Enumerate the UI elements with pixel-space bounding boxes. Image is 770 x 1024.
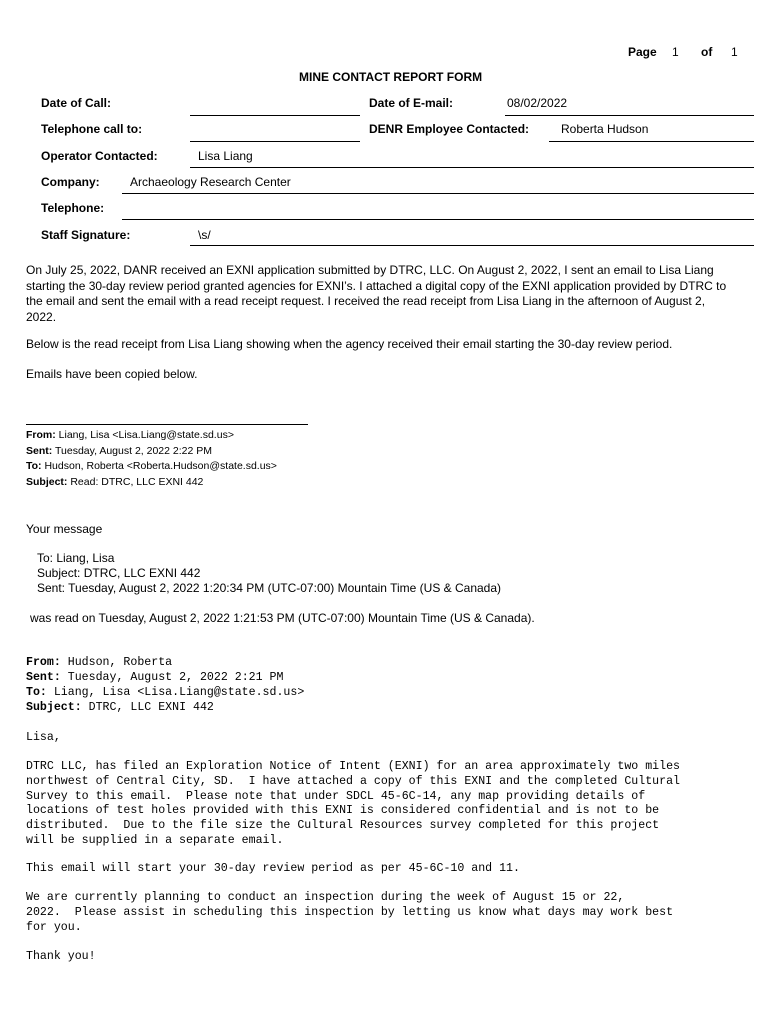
page-of-label: of bbox=[701, 45, 713, 59]
email-paragraph-2: This email will start your 30-day review period as per 45-6C-10 and 11. bbox=[26, 862, 520, 875]
email-to-value: Liang, Lisa <Lisa.Liang@state.sd.us> bbox=[46, 686, 305, 699]
email-from-label: From: bbox=[26, 656, 61, 669]
email-sent bbox=[26, 671, 283, 686]
date-of-email-value: 08/02/2022 bbox=[507, 96, 568, 110]
receipt-your-message: Your message bbox=[26, 522, 103, 536]
email-closing: Thank you! bbox=[26, 950, 96, 963]
email-to bbox=[26, 686, 304, 701]
email-from-value: Hudson, Roberta bbox=[60, 656, 173, 669]
telephone-label: Telephone: bbox=[41, 201, 105, 215]
page-number: 1 bbox=[672, 45, 679, 59]
denr-employee-label: DENR Employee Contacted: bbox=[369, 122, 530, 136]
receipt-to-value: Hudson, Roberta <Roberta.Hudson@state.sd.us> bbox=[44, 460, 277, 472]
operator-line bbox=[190, 167, 754, 168]
receipt-to bbox=[26, 459, 277, 475]
email-subject-label: Subject: bbox=[26, 701, 82, 714]
narrative-paragraph-2: Below is the read receipt from Lisa Liang showing when the agency received their email starting the 30-day review period. bbox=[26, 337, 673, 351]
receipt-sent-value: Tuesday, August 2, 2022 2:22 PM bbox=[54, 445, 213, 457]
telephone-call-to-label: Telephone call to: bbox=[41, 122, 143, 136]
date-of-email-line bbox=[505, 115, 754, 116]
narrative-paragraph-3: Emails have been copied below. bbox=[26, 367, 198, 381]
email-subject bbox=[26, 701, 214, 716]
email-paragraph-3: We are currently planning to conduct an inspection during the week of August 15 or 22, 2022. Please assist in scheduling this inspection by letting us know what days may work best for you. bbox=[26, 891, 674, 934]
signature-line bbox=[190, 245, 754, 246]
receipt-to-label: To: bbox=[26, 460, 42, 472]
date-of-call-label: Date of Call: bbox=[41, 96, 112, 110]
email-separator bbox=[26, 424, 308, 425]
date-of-call-line bbox=[190, 115, 360, 116]
email-from bbox=[26, 656, 172, 671]
receipt-from bbox=[26, 428, 234, 444]
receipt-subject-value: Read: DTRC, LLC EXNI 442 bbox=[70, 476, 204, 488]
receipt-subject-label: Subject: bbox=[26, 476, 68, 488]
narrative-paragraph-1: On July 25, 2022, DANR received an EXNI application submitted by DTRC, LLC. On August 2, 2022, I sent an email to Lisa Liang starting the 30-day review period granted agencies for EXNI’s. I attached a digital copy of the EXNI application provided by DTRC to the email and sent the email with a read receipt request. I received the read receipt from Lisa Liang in the afternoon of August 2, 2022. bbox=[26, 263, 727, 324]
denr-employee-value: Roberta Hudson bbox=[561, 122, 649, 136]
email-subject-value: DTRC, LLC EXNI 442 bbox=[81, 701, 214, 714]
date-of-email-label: Date of E-mail: bbox=[369, 96, 454, 110]
receipt-from-value: Liang, Lisa <Lisa.Liang@state.sd.us> bbox=[58, 429, 234, 441]
email-greeting: Lisa, bbox=[26, 731, 61, 744]
company-value: Archaeology Research Center bbox=[130, 175, 291, 189]
company-line bbox=[122, 193, 754, 194]
email-paragraph-1: DTRC LLC, has filed an Exploration Notice of Intent (EXNI) for an area approximately two miles northwest of Central City, SD. I have attached a copy of this EXNI and the completed Cultural Survey to this email. Please note that under SDCL 45-6C-14, any map providing details of locations of test holes provided with this EXNI is considered confidential and is not to be distributed. Due to the file size the Cultural Resources survey completed for this project will be supplied in a separate email. bbox=[26, 760, 680, 847]
form-title: MINE CONTACT REPORT FORM bbox=[299, 70, 483, 84]
receipt-sent-line: Sent: Tuesday, August 2, 2022 1:20:34 PM (UTC-07:00) Mountain Time (US & Canada) bbox=[37, 581, 502, 595]
email-sent-label: Sent: bbox=[26, 671, 61, 684]
receipt-subject bbox=[26, 475, 203, 491]
operator-value: Lisa Liang bbox=[198, 149, 253, 163]
receipt-subject-line: Subject: DTRC, LLC EXNI 442 bbox=[37, 566, 201, 580]
signature-label: Staff Signature: bbox=[41, 228, 131, 242]
page-label: Page bbox=[628, 45, 657, 59]
signature-value: \s/ bbox=[198, 228, 211, 242]
receipt-from-label: From: bbox=[26, 429, 56, 441]
receipt-sent bbox=[26, 444, 212, 460]
telephone-call-to-line bbox=[190, 141, 360, 142]
email-sent-value: Tuesday, August 2, 2022 2:21 PM bbox=[60, 671, 284, 684]
receipt-read-line: was read on Tuesday, August 2, 2022 1:21:53 PM (UTC-07:00) Mountain Time (US & Canada). bbox=[30, 611, 535, 625]
denr-employee-line bbox=[549, 141, 754, 142]
page-total: 1 bbox=[731, 45, 738, 59]
telephone-line bbox=[122, 219, 754, 220]
operator-label: Operator Contacted: bbox=[41, 149, 158, 163]
email-to-label: To: bbox=[26, 686, 47, 699]
receipt-to-line: To: Liang, Lisa bbox=[37, 551, 115, 565]
receipt-sent-label: Sent: bbox=[26, 445, 53, 457]
company-label: Company: bbox=[41, 175, 100, 189]
